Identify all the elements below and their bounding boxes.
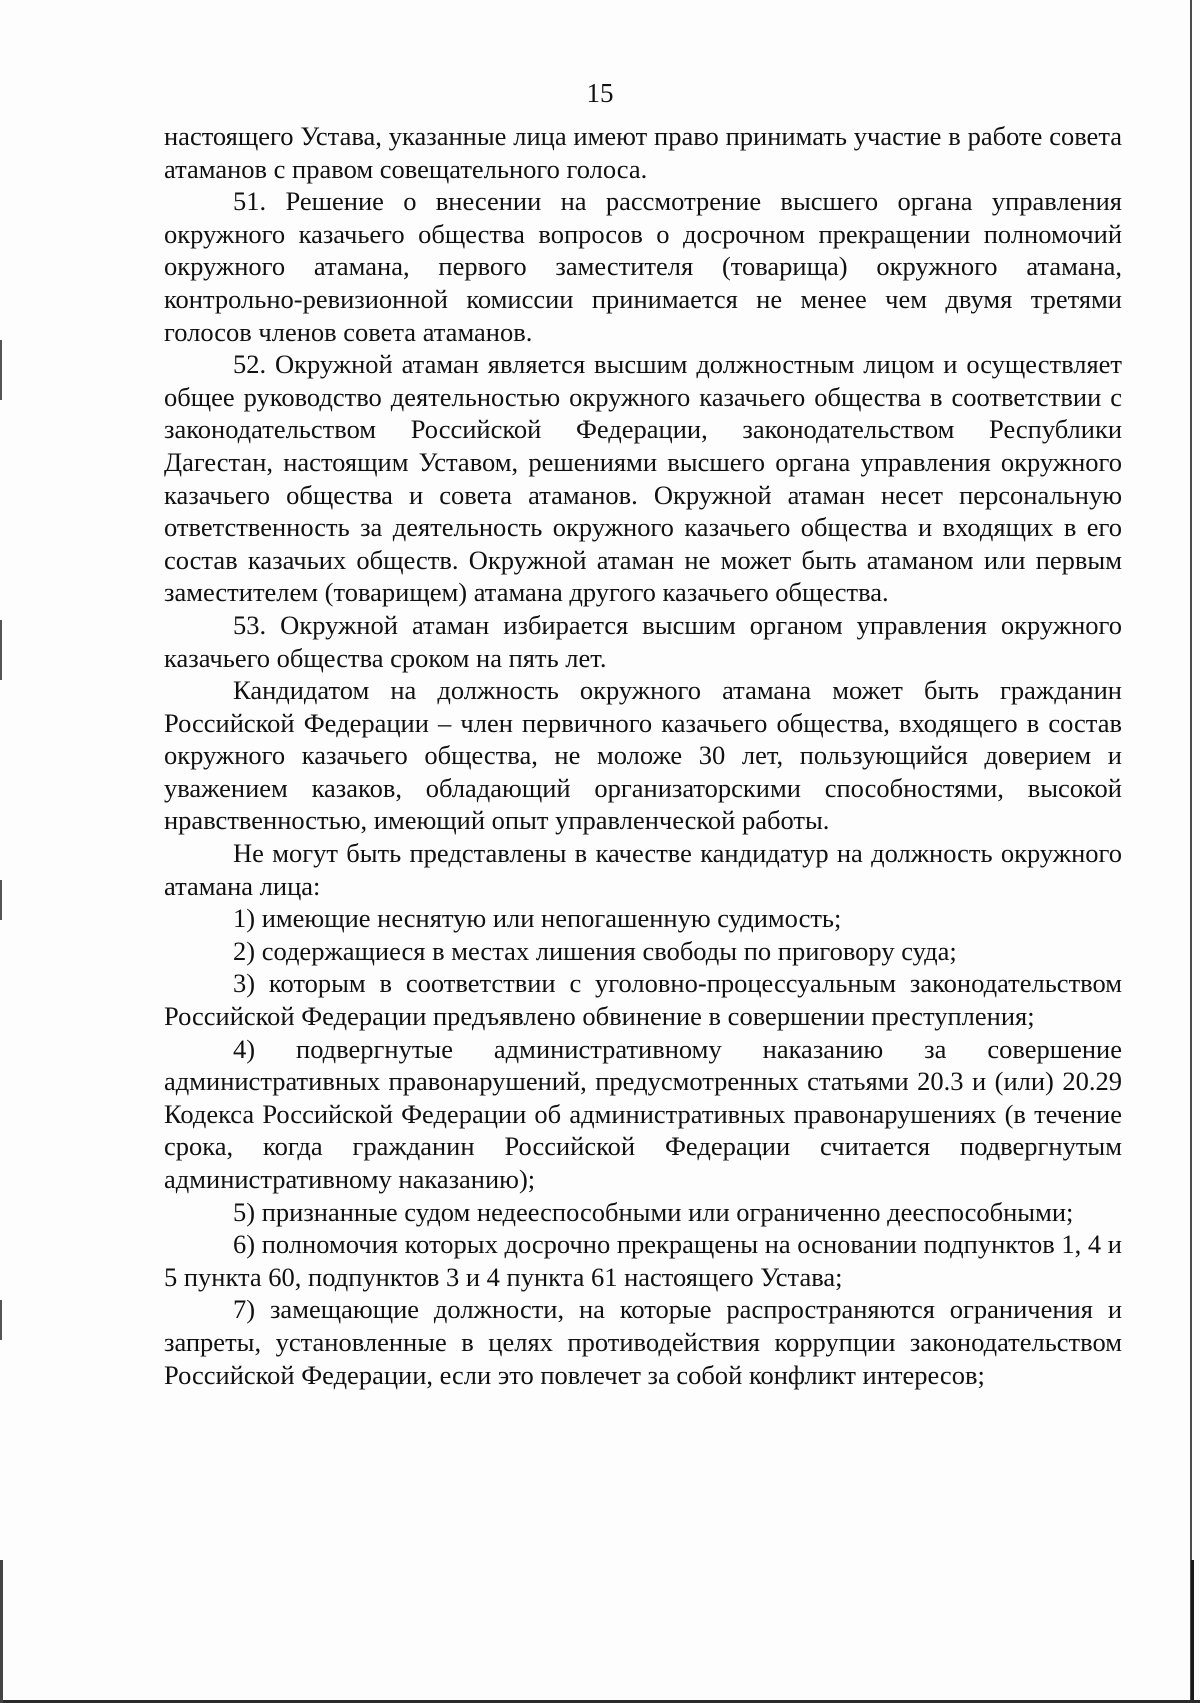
margin-mark bbox=[0, 880, 2, 920]
list-item-6: 6) полномочия которых досрочно прекращены на основании подпунктов 1, 4 и 5 пункта 60, подпунктов 3 и 4 пункта 61 настоящего Устава; bbox=[164, 1229, 1122, 1292]
list-item-7: 7) замещающие должности, на которые распространяются ограничения и запреты, установленные в целях противодействия коррупции законодательством Российской Федерации, если это повлечет за собой конфликт интересов; bbox=[164, 1294, 1122, 1390]
paragraph-continuation: настоящего Устава, указанные лица имеют право принимать участие в работе совета атаманов с правом совещательного голоса. bbox=[164, 121, 1122, 184]
margin-mark bbox=[0, 1300, 2, 1340]
list-item-1: 1) имеющие неснятую или непогашенную судимость; bbox=[233, 903, 842, 934]
page-number: 15 bbox=[586, 78, 614, 108]
paragraph-item-51: 51. Решение о внесении на рассмотрение высшего органа управления окружного казачьего общества вопросов о досрочном прекращении полномочий окружного атамана, первого заместителя (товарища) окружного атамана, контрольно-ревизионной комиссии принимается не менее чем двумя третями голосов членов совета атаманов. bbox=[164, 186, 1122, 347]
paragraph-item-53: 53. Окружной атаман избирается высшим органом управления окружного казачьего общества сроком на пять лет. bbox=[164, 609, 1122, 673]
document-body bbox=[164, 120, 1122, 1391]
margin-mark bbox=[0, 620, 2, 680]
paragraph-item-52: 52. Окружной атаман является высшим должностным лицом и осуществляет общее руководство деятельностью окружного казачьего общества в соответствии с законодательством Российской Федерации, законодательством Республики Дагестан, настоящим Уставом, решениями высшего органа управления окружного казачьего общества и совета атаманов. Окружной атаман несет персональную ответственность за деятельность окружного казачьего общества и входящих в его состав казачьих обществ. Окружной атаман не может быть атаманом или первым заместителем (товарищем) атамана другого казачьего общества. bbox=[164, 349, 1122, 608]
list-item-4: 4) подвергнутые административному наказанию за совершение административных правонарушений, предусмотренных статьями 20.3 и (или) 20.29 Кодекса Российской Федерации об административных правонарушениях (в течение срока, когда гражданин Российской Федерации считается подвергнутым административному наказанию); bbox=[164, 1033, 1122, 1194]
scan-edge-right-bottom bbox=[1191, 1560, 1194, 1703]
list-item-3: 3) которым в соответствии с уголовно-процессуальным законодательством Российской Федерации предъявлено обвинение в совершении преступления; bbox=[164, 968, 1122, 1032]
scan-edge-left bbox=[0, 1560, 3, 1703]
scan-edge-right bbox=[1190, 0, 1192, 1703]
list-item-5: 5) признанные судом недееспособными или ограниченно дееспособными; bbox=[233, 1196, 1074, 1227]
margin-mark bbox=[0, 340, 2, 400]
list-item-2: 2) содержащиеся в местах лишения свободы по приговору суда; bbox=[233, 935, 957, 966]
paragraph-candidate: Кандидатом на должность окружного атамана может быть гражданин Российской Федерации – член первичного казачьего общества, входящего в состав окружного казачьего общества, не моложе 30 лет, пользующийся доверием и уважением казаков, обладающий организаторскими способностями, высокой нравственностью, имеющий опыт управленческой работы. bbox=[164, 675, 1122, 836]
paragraph-exclusions-intro: Не могут быть представлены в качестве кандидатур на должность окружного атамана лица: bbox=[164, 838, 1122, 901]
